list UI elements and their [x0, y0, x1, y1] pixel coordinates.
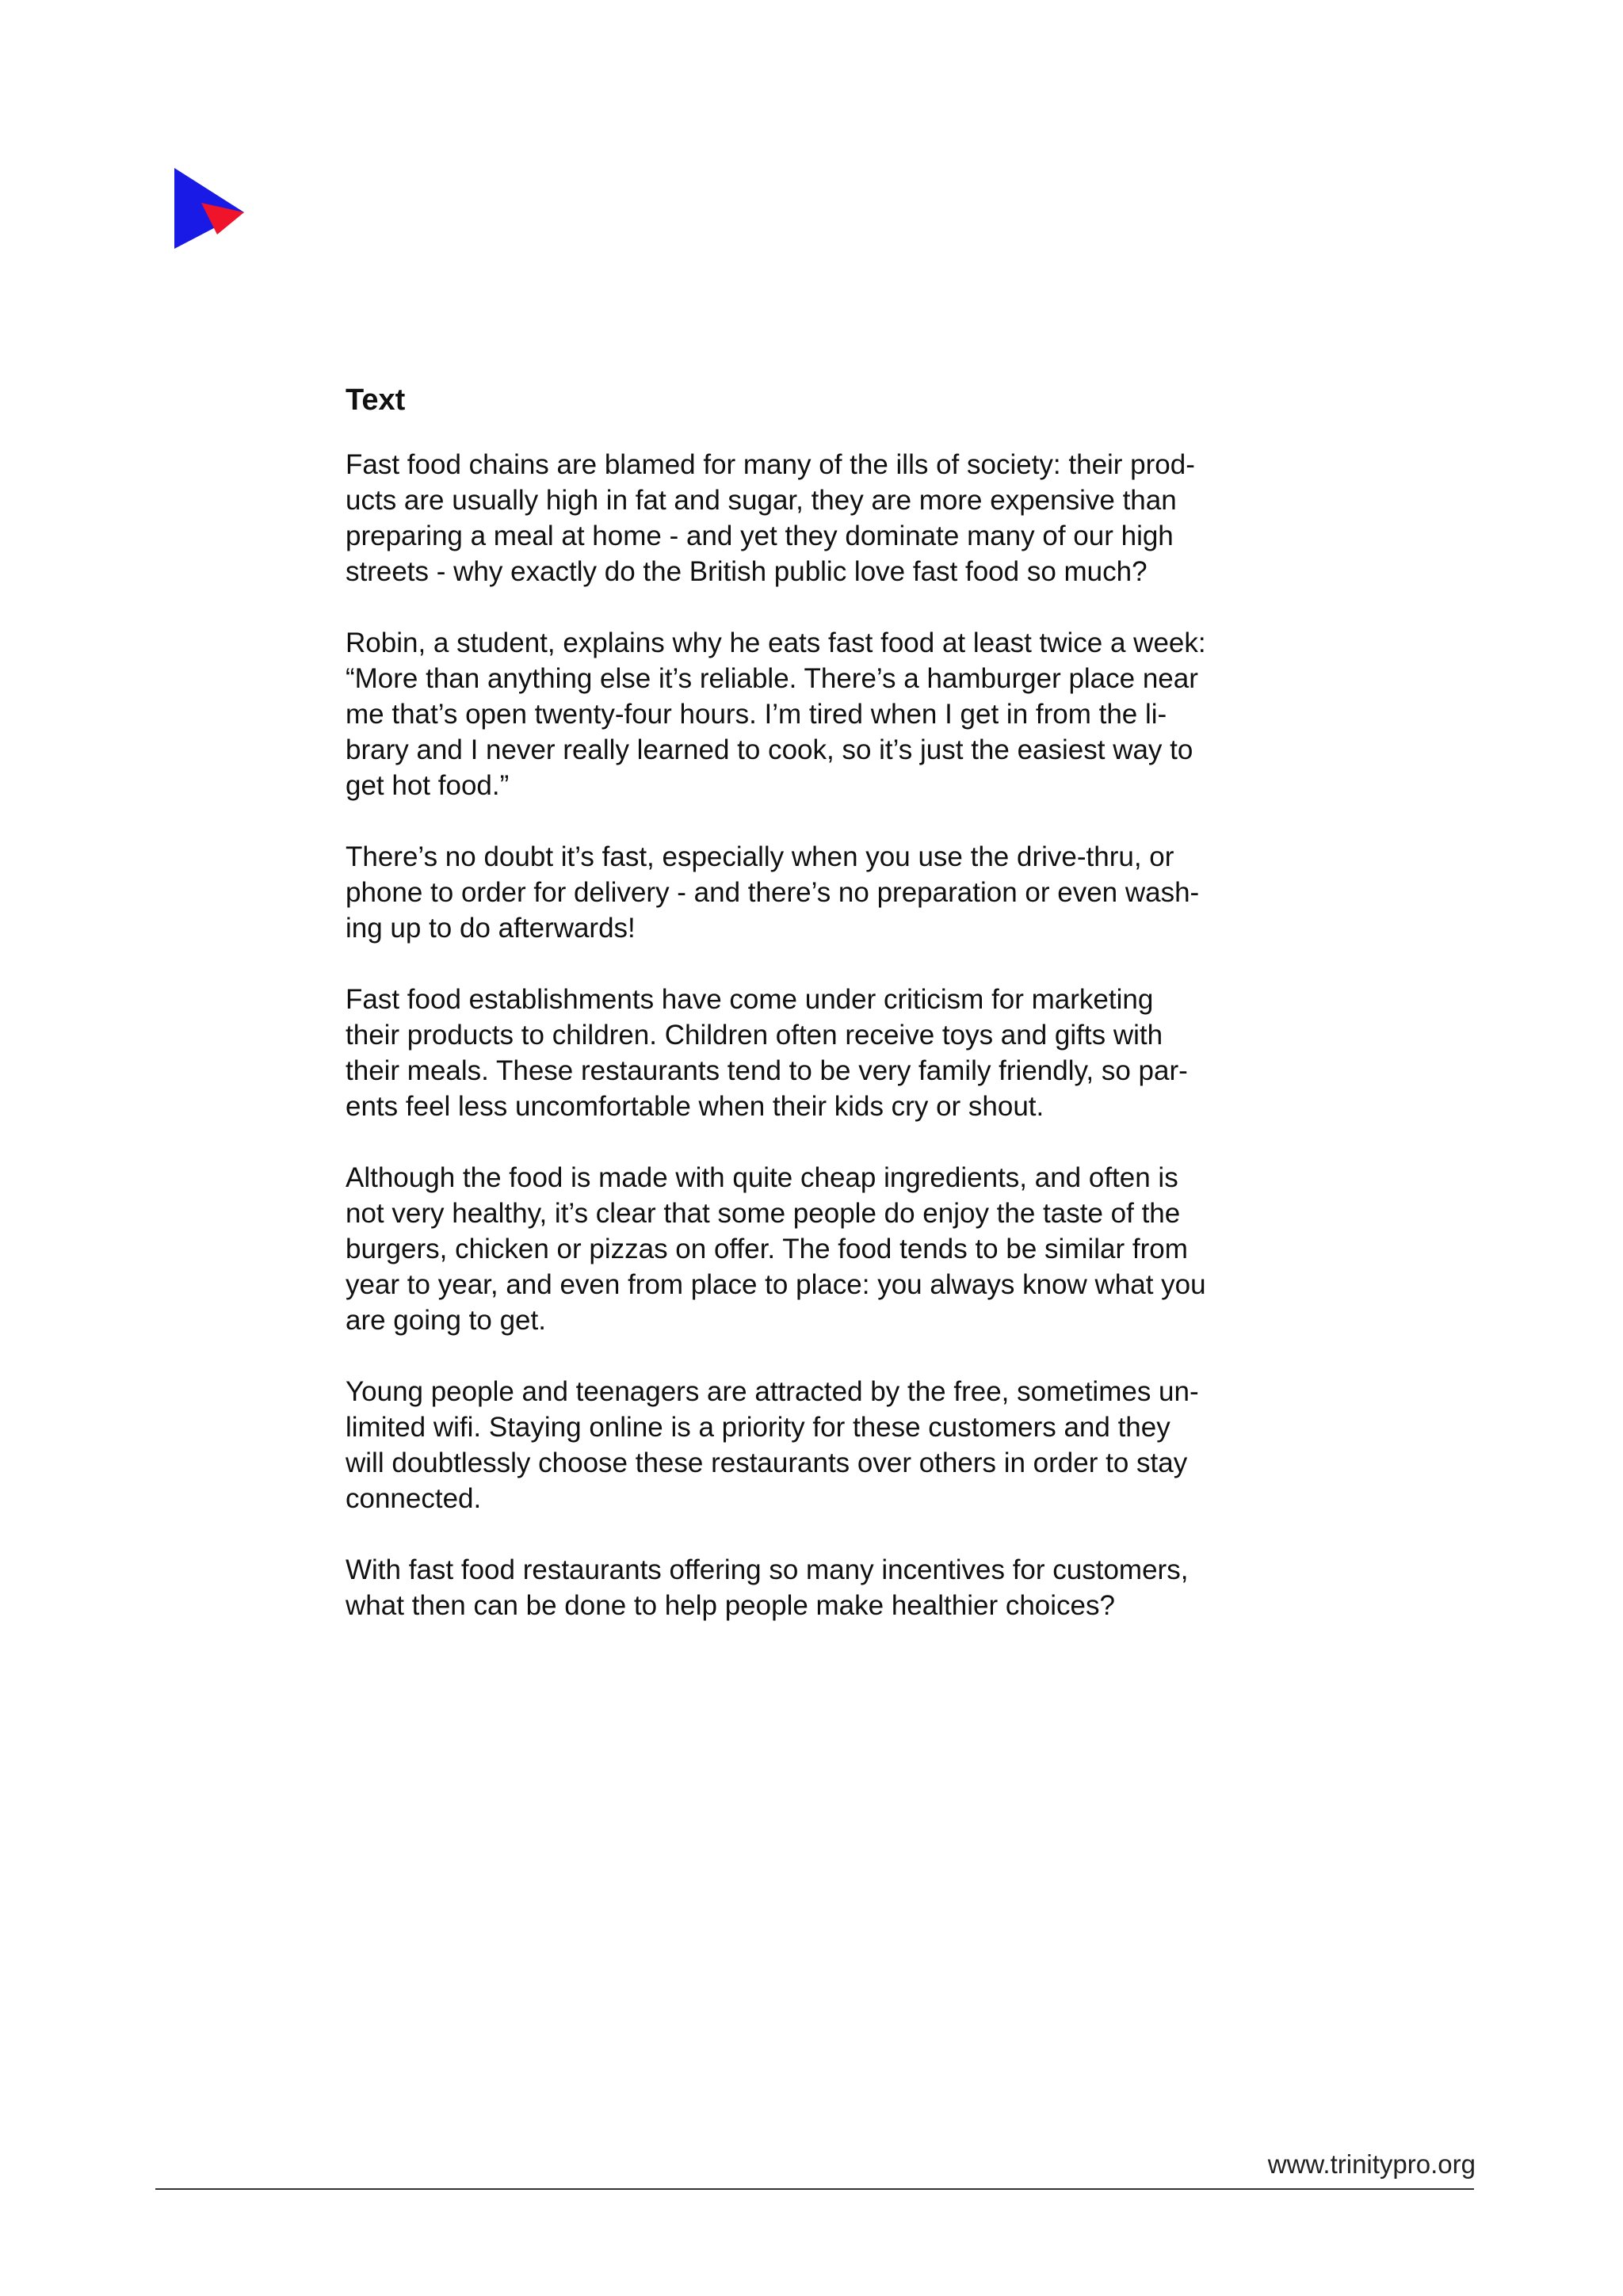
text-line: are going to get. [346, 1305, 546, 1336]
text-line: their meals. These restaurants tend to be very family friendly, so par- [346, 1055, 1188, 1086]
paragraph [346, 447, 1296, 589]
text-line: There’s no doubt it’s fast, especially when you use the drive-thru, or [346, 841, 1174, 872]
footer-url: www.trinitypro.org [1267, 2149, 1476, 2179]
text-line: connected. [346, 1483, 482, 1514]
paragraph [346, 625, 1296, 803]
text-line: not very healthy, it’s clear that some people do enjoy the taste of the [346, 1198, 1181, 1229]
paragraph [346, 1552, 1296, 1623]
paragraph [346, 982, 1296, 1124]
text-line: year to year, and even from place to place: you always know what you [346, 1269, 1206, 1300]
text-line: phone to order for delivery - and there’s no preparation or even wash- [346, 877, 1200, 908]
text-line: brary and I never really learned to cook, so it’s just the easiest way to [346, 734, 1193, 765]
text-line: ents feel less uncomfortable when their kids cry or shout. [346, 1091, 1044, 1122]
text-line: Fast food establishments have come under criticism for marketing [346, 984, 1154, 1015]
paragraph [346, 1374, 1296, 1516]
paragraph [346, 1160, 1296, 1338]
text-line: what then can be done to help people make healthier choices? [346, 1590, 1115, 1621]
text-line: their products to children. Children often receive toys and gifts with [346, 1020, 1163, 1051]
text-line: get hot food.” [346, 770, 510, 801]
text-line: Young people and teenagers are attracted by the free, sometimes un- [346, 1376, 1199, 1407]
paragraph [346, 839, 1296, 946]
text-line: preparing a meal at home - and yet they dominate many of our high [346, 521, 1174, 551]
document-body [346, 376, 1296, 1659]
text-line: streets - why exactly do the British public love fast food so much? [346, 556, 1148, 587]
text-line: “More than anything else it’s reliable. There’s a hamburger place near [346, 663, 1198, 694]
text-line: With fast food restaurants offering so many incentives for customers, [346, 1554, 1189, 1585]
text-line: burgers, chicken or pizzas on offer. The food tends to be similar from [346, 1234, 1188, 1264]
text-line: ing up to do afterwards! [346, 913, 636, 944]
text-line: will doubtlessly choose these restaurants over others in order to stay [346, 1447, 1188, 1478]
text-line: Fast food chains are blamed for many of the ills of society: their prod- [346, 449, 1195, 480]
footer-divider [155, 2188, 1474, 2190]
text-line: me that’s open twenty-four hours. I’m tired when I get in from the li- [346, 699, 1167, 730]
section-heading: Text [346, 383, 406, 417]
text-line: limited wifi. Staying online is a priority for these customers and they [346, 1412, 1170, 1443]
text-line: Although the food is made with quite cheap ingredients, and often is [346, 1162, 1178, 1193]
triangle-logo-icon [173, 166, 246, 250]
text-line: Robin, a student, explains why he eats fast food at least twice a week: [346, 627, 1206, 658]
text-line: ucts are usually high in fat and sugar, they are more expensive than [346, 485, 1177, 516]
